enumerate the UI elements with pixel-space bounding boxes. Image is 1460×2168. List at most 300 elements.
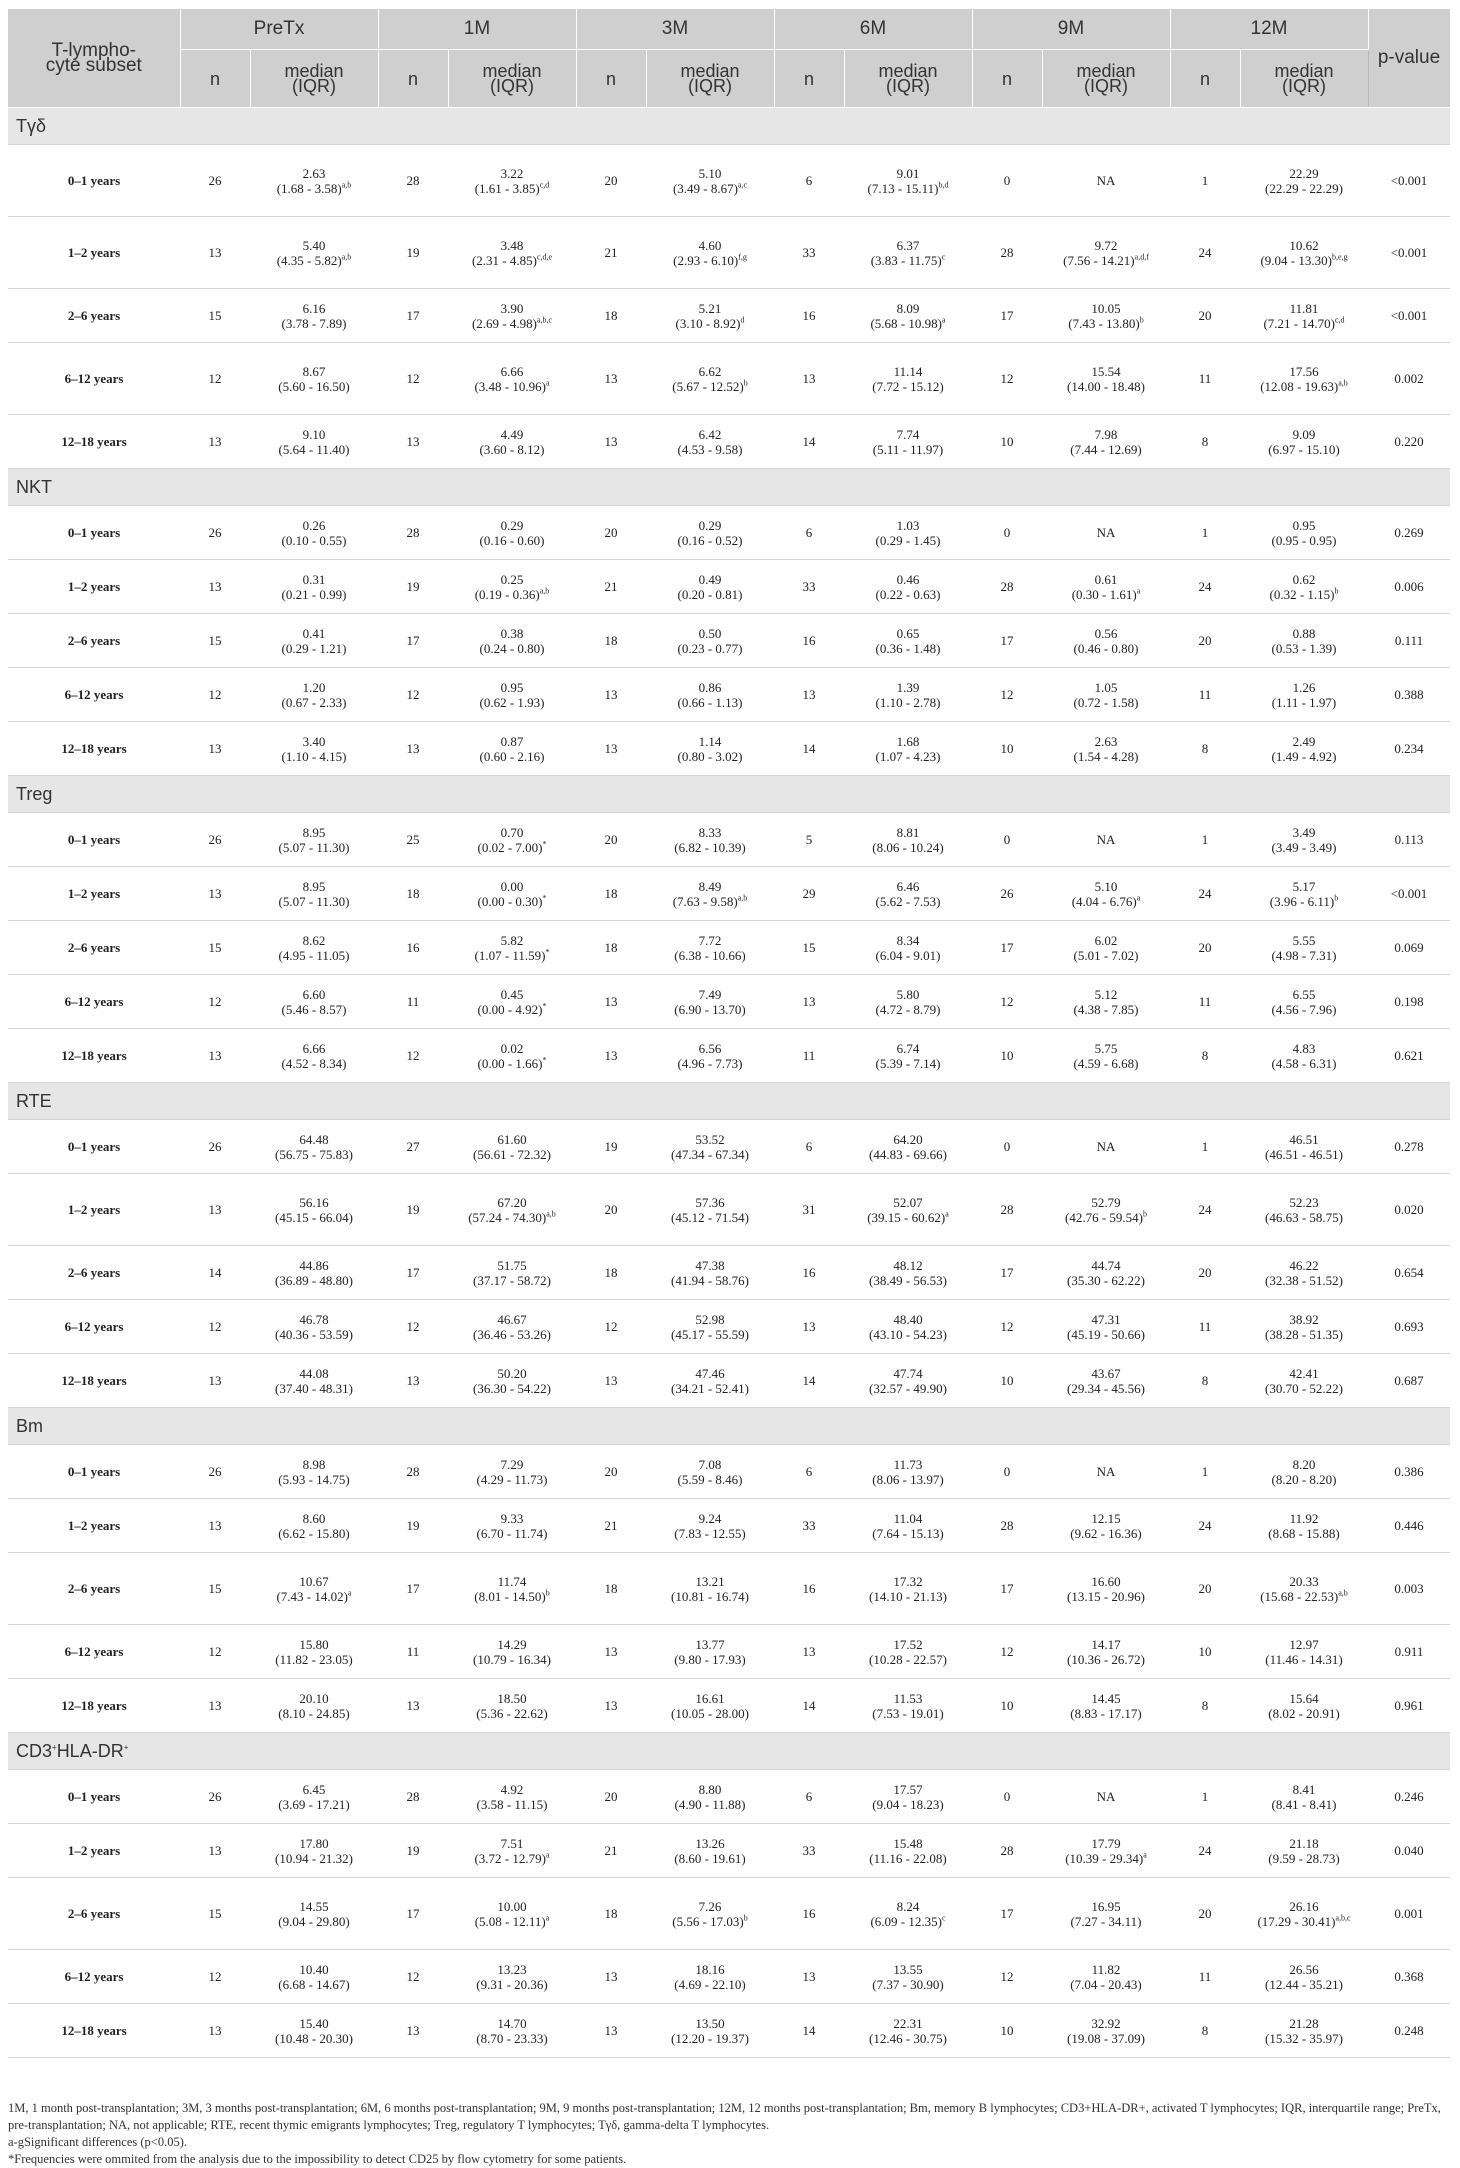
iqr-text: (5.59 - 8.46) — [677, 1471, 743, 1487]
n-cell: 21 — [576, 217, 646, 289]
iqr-value — [848, 1652, 968, 1667]
median-cell — [1240, 1354, 1368, 1408]
table-row — [8, 1679, 1450, 1733]
table-row — [8, 921, 1450, 975]
median-cell — [448, 1174, 576, 1246]
n-cell: 13 — [576, 1950, 646, 2004]
n-cell: 6 — [774, 1445, 844, 1499]
age-cell: 0–1 years — [8, 1120, 180, 1174]
median-cell — [250, 217, 378, 289]
median-value: 7.08 — [698, 1456, 722, 1472]
n-cell: 1 — [1170, 1445, 1240, 1499]
median-value: 13.50 — [695, 2015, 725, 2031]
iqr-value — [1244, 379, 1364, 394]
significance-marker: a — [1136, 893, 1141, 903]
n-cell: 18 — [576, 614, 646, 668]
iqr-value — [1046, 641, 1166, 656]
iqr-text: (4.35 - 5.82) — [276, 252, 342, 268]
table-row — [8, 668, 1450, 722]
median-value: 17.79 — [1091, 1835, 1121, 1851]
iqr-value — [848, 181, 968, 196]
median-cell — [1240, 1174, 1368, 1246]
median-cell — [646, 1445, 774, 1499]
n-cell: 13 — [180, 1824, 250, 1878]
iqr-value — [650, 1002, 770, 1017]
median-value: NA — [1096, 1139, 1116, 1154]
median-value: 0.31 — [302, 571, 326, 587]
median-cell — [1042, 813, 1170, 867]
p-value-cell: <0.001 — [1368, 867, 1450, 921]
iqr-value — [848, 1589, 968, 1604]
median-value: 10.05 — [1091, 300, 1121, 316]
iqr-value — [452, 1977, 572, 1992]
median-cell — [1240, 722, 1368, 776]
median-cell — [448, 1300, 576, 1354]
iqr-text: (4.52 - 8.34) — [281, 1055, 347, 1071]
iqr-value — [1244, 1002, 1364, 1017]
iqr-value — [1046, 1914, 1166, 1929]
age-cell: 1–2 years — [8, 867, 180, 921]
iqr-value — [848, 1210, 968, 1225]
median-value: 10.00 — [497, 1898, 527, 1914]
median-value: 2.63 — [302, 165, 326, 181]
iqr-value — [1046, 1056, 1166, 1071]
median-value: 44.08 — [299, 1365, 329, 1381]
iqr-value — [1244, 587, 1364, 602]
median-value: 1.03 — [896, 517, 920, 533]
n-cell: 17 — [972, 289, 1042, 343]
iqr-text: (7.72 - 15.12) — [872, 378, 944, 394]
iqr-value — [452, 1381, 572, 1396]
iqr-text: (56.75 - 75.83) — [275, 1146, 353, 1162]
median-cell — [844, 1246, 972, 1300]
n-header: n — [1170, 50, 1240, 108]
median-value: 4.60 — [698, 237, 722, 253]
median-value: 26.16 — [1289, 1898, 1319, 1914]
p-value-cell: <0.001 — [1368, 217, 1450, 289]
iqr-value — [452, 1002, 572, 1017]
median-value: 6.37 — [896, 237, 920, 253]
significance-marker: b — [1334, 586, 1339, 596]
median-value: 5.80 — [896, 986, 920, 1002]
n-cell: 14 — [774, 2004, 844, 2058]
median-value: 67.20 — [497, 1194, 527, 1210]
iqr-text: (5.56 - 17.03) — [672, 1913, 744, 1929]
median-cell — [844, 1029, 972, 1083]
table-row — [8, 560, 1450, 614]
p-value-cell: 0.269 — [1368, 506, 1450, 560]
median-value: 5.55 — [1292, 932, 1316, 948]
median-cell — [250, 1878, 378, 1950]
iqr-value — [1244, 894, 1364, 909]
iqr-text: (3.83 - 11.75) — [870, 252, 942, 268]
table-body — [8, 108, 1450, 2058]
n-cell: 33 — [774, 560, 844, 614]
n-cell: 10 — [972, 1029, 1042, 1083]
iqr-value — [254, 695, 374, 710]
iqr-value — [254, 1273, 374, 1288]
p-value-cell: 0.386 — [1368, 1445, 1450, 1499]
significance-marker: a — [945, 1209, 949, 1219]
median-cell — [844, 1824, 972, 1878]
iqr-value — [452, 1589, 572, 1604]
iqr-value — [1244, 749, 1364, 764]
median-value: 7.72 — [698, 932, 722, 948]
median-value: 46.51 — [1289, 1131, 1319, 1147]
median-cell — [844, 1354, 972, 1408]
median-value: 8.49 — [698, 878, 722, 894]
iqr-text: (57.24 - 74.30) — [468, 1209, 547, 1225]
median-value: 42.41 — [1289, 1365, 1319, 1381]
median-cell — [646, 1553, 774, 1625]
iqr-text: (0.10 - 0.55) — [281, 532, 347, 548]
p-value-cell: 0.113 — [1368, 813, 1450, 867]
median-cell — [250, 1950, 378, 2004]
iqr-text: (6.68 - 14.67) — [278, 1976, 350, 1992]
age-cell: 12–18 years — [8, 1354, 180, 1408]
median-value: 0.86 — [698, 679, 722, 695]
median-cell — [250, 1499, 378, 1553]
iqr-text: (8.01 - 14.50) — [474, 1588, 546, 1604]
iqr-text: (1.61 - 3.85) — [474, 180, 540, 196]
age-cell: 12–18 years — [8, 415, 180, 469]
iqr-value — [650, 1147, 770, 1162]
significance-marker: a,b,c — [536, 315, 553, 325]
iqr-label: (IQR) — [688, 75, 732, 96]
n-cell: 15 — [180, 921, 250, 975]
median-value: 13.26 — [695, 1835, 725, 1851]
n-cell: 21 — [576, 1824, 646, 1878]
iqr-value — [254, 1210, 374, 1225]
median-value: 8.09 — [896, 300, 920, 316]
n-cell: 33 — [774, 217, 844, 289]
iqr-label: (IQR) — [1282, 75, 1326, 96]
iqr-text: (7.56 - 14.21) — [1063, 252, 1135, 268]
median-cell — [1042, 289, 1170, 343]
iqr-value — [254, 1706, 374, 1721]
iqr-value — [650, 840, 770, 855]
median-value: 52.98 — [695, 1311, 725, 1327]
median-cell — [1042, 145, 1170, 217]
n-cell: 13 — [576, 668, 646, 722]
median-value: 11.92 — [1289, 1510, 1319, 1526]
n-cell: 13 — [180, 2004, 250, 2058]
median-cell — [448, 1878, 576, 1950]
iqr-text: (7.64 - 15.13) — [872, 1525, 944, 1541]
iqr-text: (5.39 - 7.14) — [875, 1055, 941, 1071]
iqr-text: (0.36 - 1.48) — [875, 640, 941, 656]
median-cell — [1240, 1029, 1368, 1083]
age-cell: 0–1 years — [8, 1770, 180, 1824]
iqr-value — [650, 1381, 770, 1396]
median-value: 5.82 — [500, 932, 524, 948]
median-value: 6.62 — [698, 363, 722, 379]
iqr-value — [1046, 1381, 1166, 1396]
iqr-value — [1244, 2031, 1364, 2046]
iqr-text: (9.62 - 16.36) — [1070, 1525, 1142, 1541]
n-cell: 12 — [180, 1625, 250, 1679]
iqr-value — [650, 1914, 770, 1929]
median-cell — [646, 722, 774, 776]
median-value: 21.28 — [1289, 2015, 1319, 2031]
n-cell: 15 — [774, 921, 844, 975]
iqr-value — [254, 442, 374, 457]
iqr-value — [1244, 1706, 1364, 1721]
p-value-header: p-value — [1368, 9, 1450, 108]
n-cell: 16 — [378, 921, 448, 975]
iqr-value — [1046, 1706, 1166, 1721]
n-cell: 18 — [576, 289, 646, 343]
iqr-value — [452, 1706, 572, 1721]
median-cell — [250, 722, 378, 776]
iqr-text: (7.27 - 34.11) — [1070, 1913, 1142, 1929]
median-cell — [448, 289, 576, 343]
median-cell — [448, 722, 576, 776]
iqr-text: (36.46 - 53.26) — [473, 1326, 551, 1342]
median-value: NA — [1096, 1789, 1116, 1804]
group-label: Bm — [8, 1408, 1450, 1445]
median-value: 8.34 — [896, 932, 920, 948]
significance-marker: b — [545, 1588, 550, 1598]
median-cell — [1042, 560, 1170, 614]
iqr-text: (12.20 - 19.37) — [671, 2030, 749, 2046]
iqr-value — [1046, 749, 1166, 764]
median-cell — [1240, 217, 1368, 289]
median-value: 5.12 — [1094, 986, 1118, 1002]
iqr-text: (0.80 - 3.02) — [677, 748, 743, 764]
p-value-cell: 0.687 — [1368, 1354, 1450, 1408]
median-cell — [1042, 975, 1170, 1029]
iqr-text: (1.54 - 4.28) — [1073, 748, 1139, 764]
iqr-text: (0.23 - 0.77) — [677, 640, 743, 656]
median-iqr-header — [844, 50, 972, 108]
iqr-text: (34.21 - 52.41) — [671, 1380, 749, 1396]
n-cell: 21 — [576, 560, 646, 614]
iqr-text: (0.53 - 1.39) — [1271, 640, 1337, 656]
median-cell — [1042, 668, 1170, 722]
median-cell — [844, 1120, 972, 1174]
median-value: 61.60 — [497, 1131, 527, 1147]
iqr-text: (7.63 - 9.58) — [672, 893, 738, 909]
median-cell — [1042, 415, 1170, 469]
median-value: 16.95 — [1091, 1898, 1121, 1914]
iqr-text: (4.95 - 11.05) — [278, 947, 350, 963]
iqr-text: (13.15 - 20.96) — [1067, 1588, 1145, 1604]
iqr-value — [1244, 641, 1364, 656]
median-label: median — [680, 60, 740, 81]
n-cell: 13 — [774, 1625, 844, 1679]
median-value: 17.56 — [1289, 363, 1319, 379]
age-cell: 6–12 years — [8, 668, 180, 722]
iqr-value — [452, 1526, 572, 1541]
median-cell — [646, 217, 774, 289]
median-cell — [844, 1174, 972, 1246]
table-row — [8, 506, 1450, 560]
n-cell: 24 — [1170, 560, 1240, 614]
median-value: 47.38 — [695, 1257, 725, 1273]
iqr-value — [1046, 1589, 1166, 1604]
median-cell — [844, 921, 972, 975]
results-table — [8, 8, 1451, 2058]
median-iqr-header — [250, 50, 378, 108]
median-cell — [1042, 1120, 1170, 1174]
iqr-text: (8.41 - 8.41) — [1271, 1796, 1337, 1812]
median-value: 6.45 — [302, 1781, 326, 1797]
n-cell: 13 — [180, 1354, 250, 1408]
timepoint-header: 3M — [576, 9, 774, 50]
median-value: 13.21 — [695, 1573, 725, 1589]
iqr-text: (3.49 - 3.49) — [1271, 839, 1337, 855]
n-cell: 0 — [972, 506, 1042, 560]
median-value: 0.45 — [500, 986, 524, 1002]
group-row — [8, 1733, 1450, 1770]
median-cell — [1042, 1354, 1170, 1408]
n-cell: 13 — [576, 2004, 646, 2058]
median-value: 7.29 — [500, 1456, 524, 1472]
timepoint-header: PreTx — [180, 9, 378, 50]
n-cell: 13 — [774, 668, 844, 722]
iqr-text: (5.11 - 11.97) — [872, 441, 944, 457]
iqr-text: (5.93 - 14.75) — [278, 1471, 350, 1487]
median-value: 32.92 — [1091, 2015, 1121, 2031]
median-cell — [448, 614, 576, 668]
median-value: 18.50 — [497, 1690, 527, 1706]
table-row — [8, 415, 1450, 469]
iqr-text: (0.00 - 0.30) — [477, 893, 543, 909]
median-cell — [844, 1300, 972, 1354]
age-cell: 12–18 years — [8, 722, 180, 776]
median-cell — [1240, 2004, 1368, 2058]
iqr-value — [1046, 1652, 1166, 1667]
iqr-value — [1244, 1210, 1364, 1225]
n-cell: 11 — [1170, 1950, 1240, 2004]
iqr-text: (40.36 - 53.59) — [275, 1326, 353, 1342]
n-cell: 24 — [1170, 1499, 1240, 1553]
median-value: 52.79 — [1091, 1194, 1121, 1210]
n-cell: 27 — [378, 1120, 448, 1174]
median-value: 3.90 — [500, 300, 524, 316]
iqr-text: (0.21 - 0.99) — [281, 586, 347, 602]
median-value: 0.41 — [302, 625, 326, 641]
iqr-value — [254, 641, 374, 656]
median-value: 8.24 — [896, 1898, 920, 1914]
iqr-text: (9.04 - 29.80) — [278, 1913, 350, 1929]
n-header: n — [774, 50, 844, 108]
n-cell: 19 — [378, 1824, 448, 1878]
median-label: median — [1274, 60, 1334, 81]
median-cell — [646, 1029, 774, 1083]
n-cell: 1 — [1170, 506, 1240, 560]
median-cell — [646, 145, 774, 217]
iqr-value — [254, 1526, 374, 1541]
n-cell: 12 — [972, 1950, 1042, 2004]
n-cell: 8 — [1170, 415, 1240, 469]
n-cell: 10 — [972, 1679, 1042, 1733]
n-cell: 19 — [378, 217, 448, 289]
median-value: 64.48 — [299, 1131, 329, 1147]
significance-marker: a,b — [546, 1209, 556, 1219]
table-row — [8, 343, 1450, 415]
group-row — [8, 1408, 1450, 1445]
n-cell: 26 — [180, 1770, 250, 1824]
iqr-value — [452, 1851, 572, 1866]
n-cell: 17 — [972, 614, 1042, 668]
iqr-text: (35.30 - 62.22) — [1067, 1272, 1145, 1288]
iqr-text: (6.90 - 13.70) — [674, 1001, 746, 1017]
median-cell — [844, 1553, 972, 1625]
median-cell — [448, 1246, 576, 1300]
footnote-treg: *Frequencies were ommited from the analysis due to the impossibility to detect CD25 by flow cytometry for some patients. — [8, 2152, 627, 2166]
table-row — [8, 614, 1450, 668]
iqr-value — [650, 587, 770, 602]
n-cell: 24 — [1170, 217, 1240, 289]
iqr-text: (0.60 - 2.16) — [479, 748, 545, 764]
iqr-value — [1244, 1056, 1364, 1071]
median-value: 14.29 — [497, 1636, 527, 1652]
median-value: 43.67 — [1091, 1365, 1121, 1381]
iqr-value — [650, 1210, 770, 1225]
iqr-value — [848, 1706, 968, 1721]
age-cell: 0–1 years — [8, 1445, 180, 1499]
iqr-value — [1244, 181, 1364, 196]
n-cell: 14 — [774, 1354, 844, 1408]
median-value: 47.46 — [695, 1365, 725, 1381]
median-cell — [1240, 1499, 1368, 1553]
median-cell — [844, 289, 972, 343]
median-value: 0.02 — [500, 1040, 524, 1056]
significance-marker: b,e,g — [1331, 252, 1348, 262]
age-cell: 0–1 years — [8, 506, 180, 560]
table-row — [8, 1029, 1450, 1083]
iqr-value — [650, 1977, 770, 1992]
iqr-value — [254, 1977, 374, 1992]
iqr-value — [1046, 1002, 1166, 1017]
iqr-text: (39.15 - 60.62) — [867, 1209, 946, 1225]
p-value-cell: 0.621 — [1368, 1029, 1450, 1083]
iqr-value — [1244, 695, 1364, 710]
median-cell — [448, 343, 576, 415]
n-header: n — [378, 50, 448, 108]
iqr-value — [254, 1327, 374, 1342]
iqr-text: (8.06 - 10.24) — [872, 839, 944, 855]
iqr-value — [848, 379, 968, 394]
iqr-text: (12.46 - 30.75) — [869, 2030, 947, 2046]
median-cell — [1042, 1499, 1170, 1553]
iqr-text: (22.29 - 22.29) — [1265, 180, 1343, 196]
iqr-value — [1046, 442, 1166, 457]
median-cell — [448, 1553, 576, 1625]
median-cell — [250, 343, 378, 415]
median-cell — [1042, 506, 1170, 560]
median-iqr-header — [1042, 50, 1170, 108]
iqr-value — [452, 840, 572, 855]
iqr-text: (0.16 - 0.52) — [677, 532, 743, 548]
median-value: 11.82 — [1091, 1961, 1121, 1977]
iqr-text: (45.12 - 71.54) — [671, 1209, 749, 1225]
significance-marker: b,d — [938, 180, 949, 190]
median-value: 48.40 — [893, 1311, 923, 1327]
median-cell — [250, 1174, 378, 1246]
p-value-cell: 0.911 — [1368, 1625, 1450, 1679]
median-cell — [1042, 1770, 1170, 1824]
median-value: 13.23 — [497, 1961, 527, 1977]
n-cell: 25 — [378, 813, 448, 867]
iqr-value — [254, 1381, 374, 1396]
iqr-value — [254, 1797, 374, 1812]
iqr-value — [254, 1914, 374, 1929]
iqr-value — [452, 1327, 572, 1342]
median-cell — [844, 668, 972, 722]
